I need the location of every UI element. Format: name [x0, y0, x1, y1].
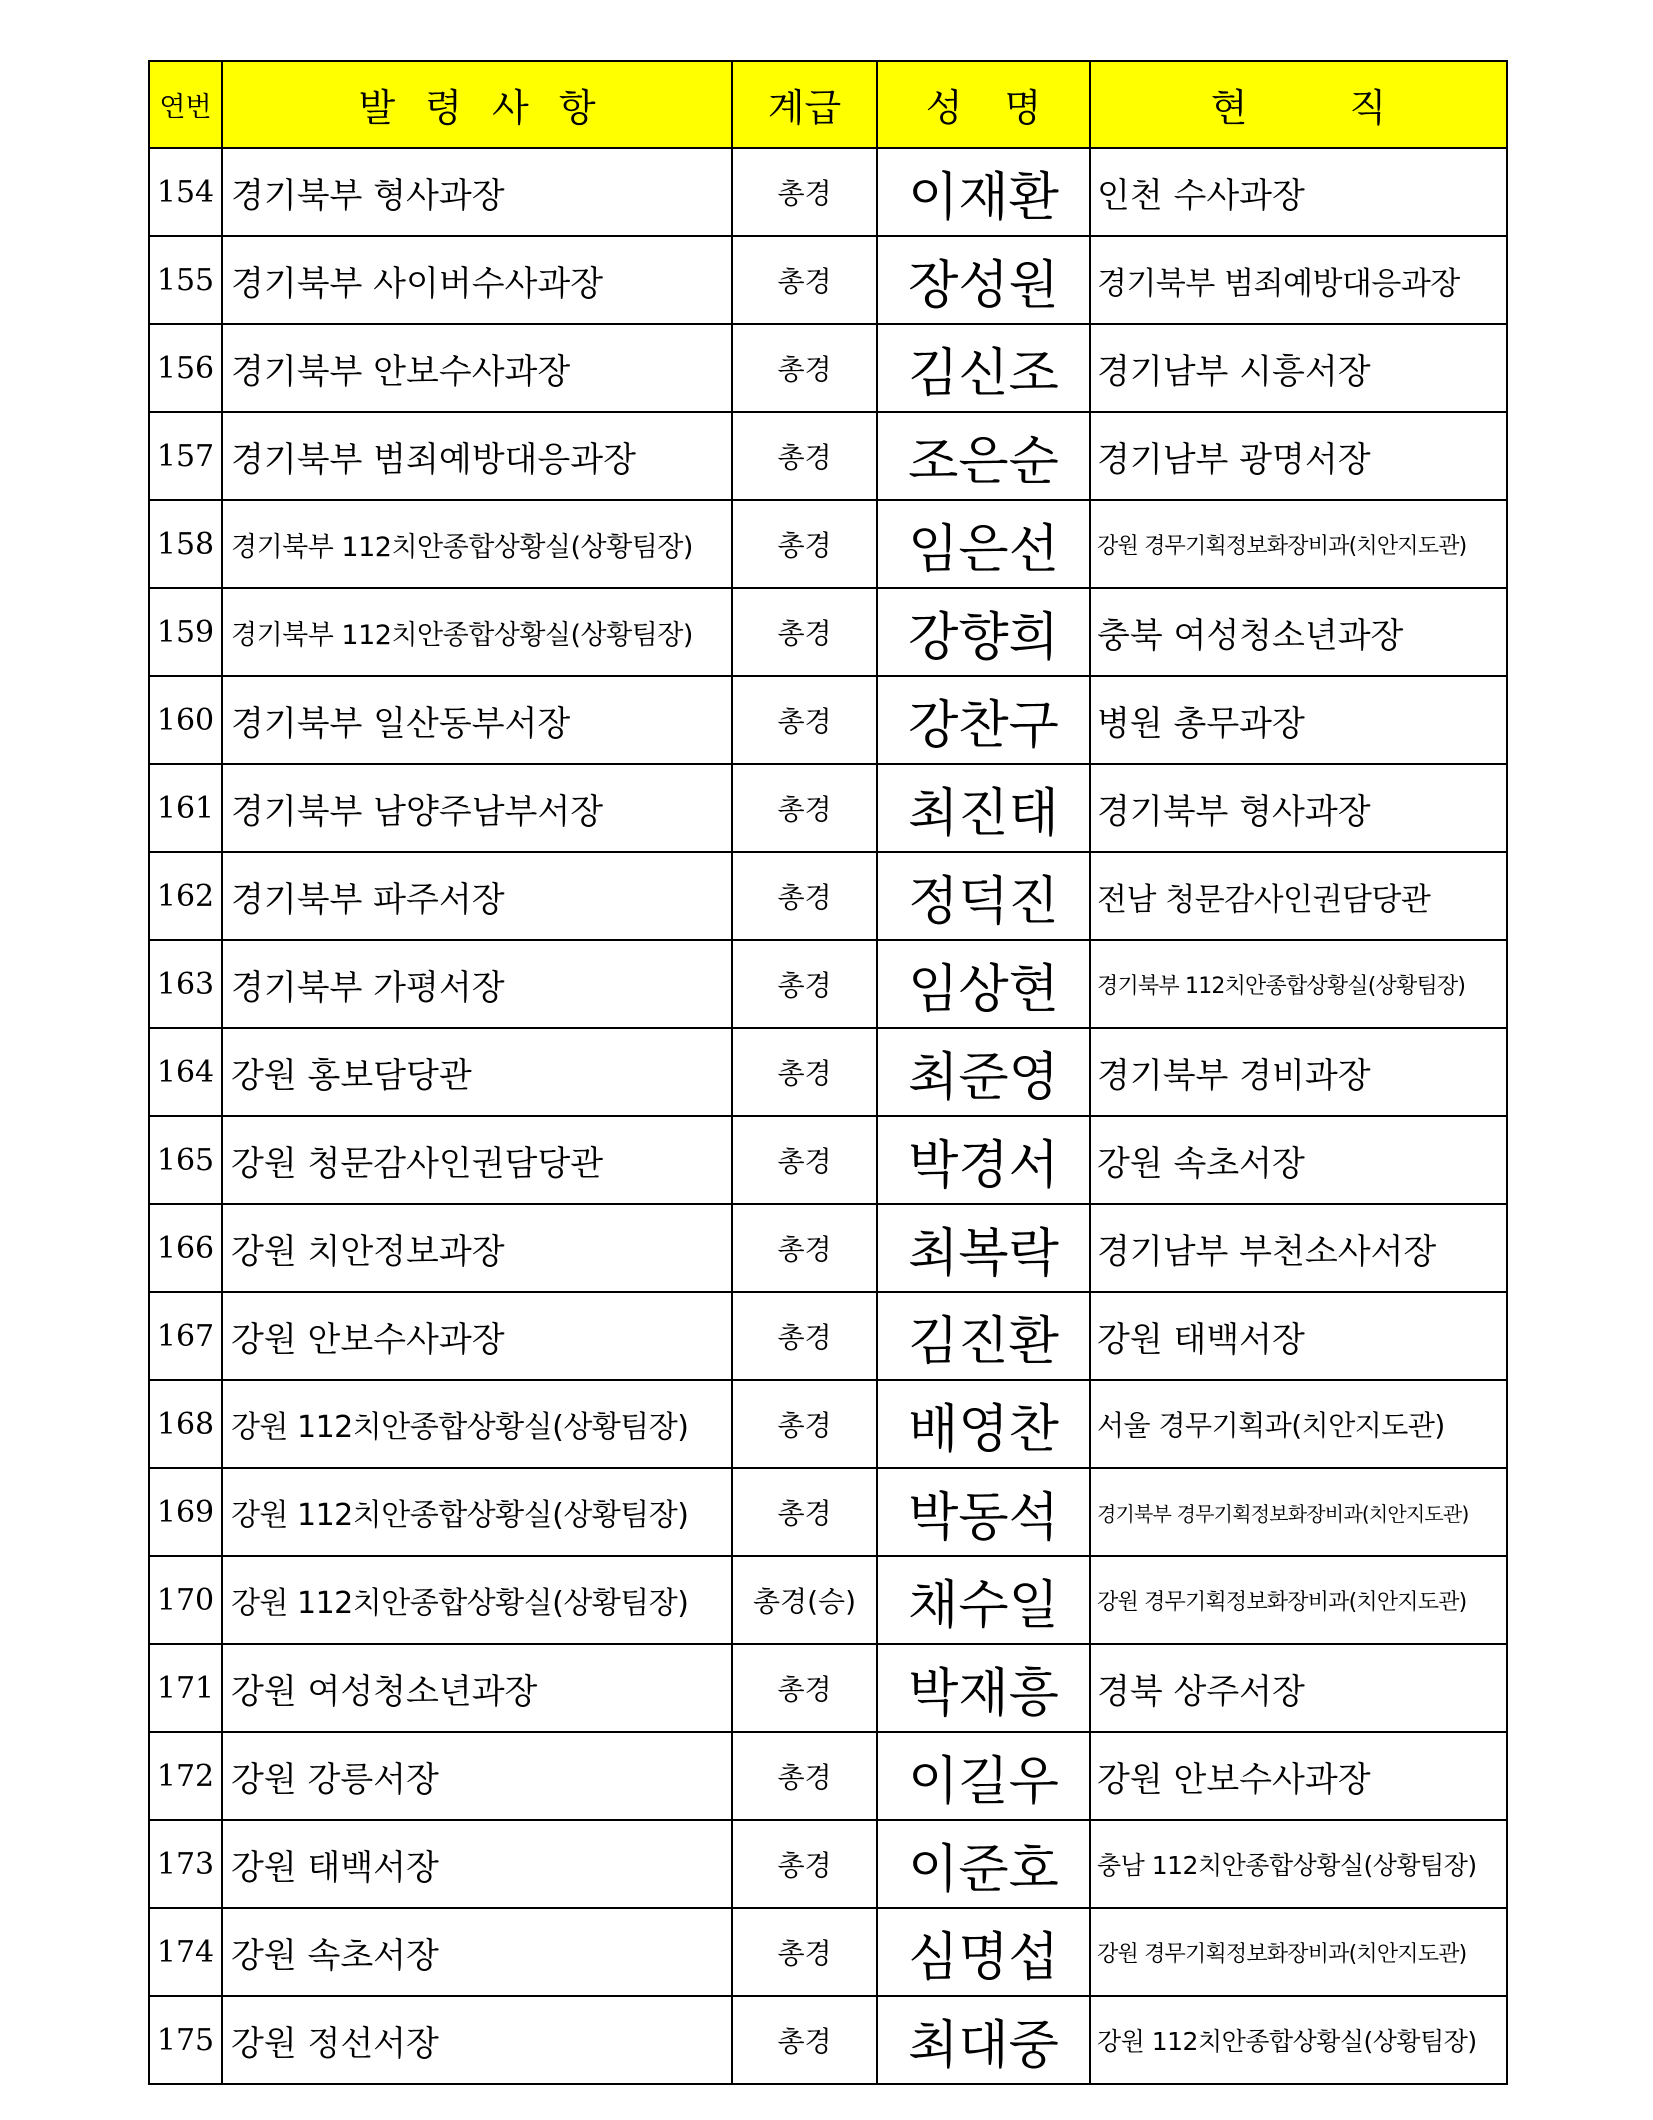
cell-num: 159 — [149, 588, 222, 676]
cell-current: 경기북부 형사과장 — [1090, 764, 1507, 852]
cell-name: 이재환 — [877, 148, 1090, 236]
cell-rank: 총경 — [732, 1996, 877, 2084]
cell-current: 병원 총무과장 — [1090, 676, 1507, 764]
cell-current: 강원 경무기획정보화장비과(치안지도관) — [1090, 500, 1507, 588]
cell-name: 최대중 — [877, 1996, 1090, 2084]
cell-current: 강원 안보수사과장 — [1090, 1732, 1507, 1820]
cell-num: 166 — [149, 1204, 222, 1292]
cell-current: 인천 수사과장 — [1090, 148, 1507, 236]
cell-name: 박재흥 — [877, 1644, 1090, 1732]
cell-rank: 총경 — [732, 676, 877, 764]
cell-name: 장성원 — [877, 236, 1090, 324]
cell-order: 강원 112치안종합상황실(상황팀장) — [222, 1556, 732, 1644]
cell-num: 175 — [149, 1996, 222, 2084]
table-body — [149, 148, 1507, 2084]
cell-rank: 총경 — [732, 148, 877, 236]
cell-name: 정덕진 — [877, 852, 1090, 940]
cell-num: 172 — [149, 1732, 222, 1820]
cell-order: 경기북부 형사과장 — [222, 148, 732, 236]
cell-order: 강원 여성청소년과장 — [222, 1644, 732, 1732]
cell-num: 170 — [149, 1556, 222, 1644]
cell-name: 김신조 — [877, 324, 1090, 412]
cell-order: 강원 청문감사인권담당관 — [222, 1116, 732, 1204]
header-current: 현 직 — [1090, 61, 1507, 148]
cell-order: 강원 치안정보과장 — [222, 1204, 732, 1292]
header-row — [149, 61, 1507, 148]
table-row — [149, 1556, 1507, 1644]
cell-current: 충북 여성청소년과장 — [1090, 588, 1507, 676]
cell-num: 155 — [149, 236, 222, 324]
cell-rank: 총경 — [732, 1292, 877, 1380]
cell-name: 김진환 — [877, 1292, 1090, 1380]
cell-order: 강원 태백서장 — [222, 1820, 732, 1908]
cell-num: 173 — [149, 1820, 222, 1908]
cell-rank: 총경 — [732, 1028, 877, 1116]
cell-order: 강원 홍보담당관 — [222, 1028, 732, 1116]
header-num: 연번 — [149, 61, 222, 148]
cell-num: 160 — [149, 676, 222, 764]
cell-rank: 총경 — [732, 1732, 877, 1820]
cell-order: 경기북부 파주서장 — [222, 852, 732, 940]
cell-current: 강원 속초서장 — [1090, 1116, 1507, 1204]
table-row — [149, 1908, 1507, 1996]
cell-name: 최준영 — [877, 1028, 1090, 1116]
table-row — [149, 148, 1507, 236]
header-name: 성 명 — [877, 61, 1090, 148]
cell-current: 강원 경무기획정보화장비과(치안지도관) — [1090, 1908, 1507, 1996]
table-row — [149, 940, 1507, 1028]
table-row — [149, 1644, 1507, 1732]
cell-name: 임은선 — [877, 500, 1090, 588]
table-row — [149, 1116, 1507, 1204]
cell-num: 165 — [149, 1116, 222, 1204]
cell-num: 167 — [149, 1292, 222, 1380]
table-row — [149, 500, 1507, 588]
cell-order: 경기북부 안보수사과장 — [222, 324, 732, 412]
cell-num: 174 — [149, 1908, 222, 1996]
cell-current: 경기북부 경비과장 — [1090, 1028, 1507, 1116]
table-row — [149, 1820, 1507, 1908]
cell-num: 164 — [149, 1028, 222, 1116]
cell-current: 전남 청문감사인권담당관 — [1090, 852, 1507, 940]
cell-current: 경기남부 부천소사서장 — [1090, 1204, 1507, 1292]
cell-order: 경기북부 일산동부서장 — [222, 676, 732, 764]
cell-num: 158 — [149, 500, 222, 588]
cell-rank: 총경 — [732, 1908, 877, 1996]
table-row — [149, 588, 1507, 676]
cell-rank: 총경 — [732, 588, 877, 676]
cell-rank: 총경(승) — [732, 1556, 877, 1644]
cell-current: 경기북부 112치안종합상황실(상황팀장) — [1090, 940, 1507, 1028]
cell-current: 서울 경무기획과(치안지도관) — [1090, 1380, 1507, 1468]
cell-order: 강원 속초서장 — [222, 1908, 732, 1996]
cell-name: 임상현 — [877, 940, 1090, 1028]
table-header — [149, 61, 1507, 148]
cell-order: 경기북부 112치안종합상황실(상황팀장) — [222, 500, 732, 588]
cell-order: 강원 정선서장 — [222, 1996, 732, 2084]
personnel-table — [148, 60, 1508, 2085]
cell-num: 157 — [149, 412, 222, 500]
cell-rank: 총경 — [732, 1644, 877, 1732]
cell-rank: 총경 — [732, 324, 877, 412]
cell-current: 경기북부 범죄예방대응과장 — [1090, 236, 1507, 324]
cell-current: 강원 112치안종합상황실(상황팀장) — [1090, 1996, 1507, 2084]
cell-rank: 총경 — [732, 1820, 877, 1908]
cell-num: 171 — [149, 1644, 222, 1732]
cell-order: 강원 112치안종합상황실(상황팀장) — [222, 1380, 732, 1468]
cell-num: 162 — [149, 852, 222, 940]
cell-current: 경기남부 시흥서장 — [1090, 324, 1507, 412]
table-row — [149, 1204, 1507, 1292]
cell-num: 156 — [149, 324, 222, 412]
cell-name: 박동석 — [877, 1468, 1090, 1556]
cell-rank: 총경 — [732, 1204, 877, 1292]
cell-name: 이길우 — [877, 1732, 1090, 1820]
cell-order: 강원 강릉서장 — [222, 1732, 732, 1820]
cell-name: 최복락 — [877, 1204, 1090, 1292]
table-row — [149, 1028, 1507, 1116]
cell-current: 경북 상주서장 — [1090, 1644, 1507, 1732]
table-row — [149, 1468, 1507, 1556]
cell-num: 161 — [149, 764, 222, 852]
cell-name: 조은순 — [877, 412, 1090, 500]
table-row — [149, 1996, 1507, 2084]
cell-rank: 총경 — [732, 764, 877, 852]
cell-rank: 총경 — [732, 500, 877, 588]
table-row — [149, 676, 1507, 764]
cell-current: 강원 경무기획정보화장비과(치안지도관) — [1090, 1556, 1507, 1644]
cell-order: 경기북부 범죄예방대응과장 — [222, 412, 732, 500]
personnel-order-sheet — [148, 60, 1506, 2085]
table-row — [149, 852, 1507, 940]
cell-num: 168 — [149, 1380, 222, 1468]
table-row — [149, 324, 1507, 412]
table-row — [149, 236, 1507, 324]
cell-rank: 총경 — [732, 940, 877, 1028]
table-row — [149, 1292, 1507, 1380]
header-rank: 계급 — [732, 61, 877, 148]
cell-current: 경기북부 경무기획정보화장비과(치안지도관) — [1090, 1468, 1507, 1556]
cell-num: 163 — [149, 940, 222, 1028]
table-row — [149, 412, 1507, 500]
cell-name: 박경서 — [877, 1116, 1090, 1204]
cell-current: 강원 태백서장 — [1090, 1292, 1507, 1380]
cell-order: 강원 안보수사과장 — [222, 1292, 732, 1380]
cell-rank: 총경 — [732, 1468, 877, 1556]
cell-name: 이준호 — [877, 1820, 1090, 1908]
cell-name: 배영찬 — [877, 1380, 1090, 1468]
cell-name: 채수일 — [877, 1556, 1090, 1644]
cell-num: 169 — [149, 1468, 222, 1556]
cell-rank: 총경 — [732, 852, 877, 940]
cell-name: 최진태 — [877, 764, 1090, 852]
cell-rank: 총경 — [732, 1380, 877, 1468]
header-order: 발 령 사 항 — [222, 61, 732, 148]
cell-order: 경기북부 사이버수사과장 — [222, 236, 732, 324]
cell-current: 경기남부 광명서장 — [1090, 412, 1507, 500]
cell-rank: 총경 — [732, 236, 877, 324]
cell-name: 심명섭 — [877, 1908, 1090, 1996]
cell-name: 강향희 — [877, 588, 1090, 676]
cell-order: 경기북부 남양주남부서장 — [222, 764, 732, 852]
cell-num: 154 — [149, 148, 222, 236]
cell-order: 강원 112치안종합상황실(상황팀장) — [222, 1468, 732, 1556]
cell-rank: 총경 — [732, 1116, 877, 1204]
cell-current: 충남 112치안종합상황실(상황팀장) — [1090, 1820, 1507, 1908]
cell-rank: 총경 — [732, 412, 877, 500]
cell-order: 경기북부 가평서장 — [222, 940, 732, 1028]
table-row — [149, 1380, 1507, 1468]
table-row — [149, 1732, 1507, 1820]
cell-order: 경기북부 112치안종합상황실(상황팀장) — [222, 588, 732, 676]
table-row — [149, 764, 1507, 852]
cell-name: 강찬구 — [877, 676, 1090, 764]
